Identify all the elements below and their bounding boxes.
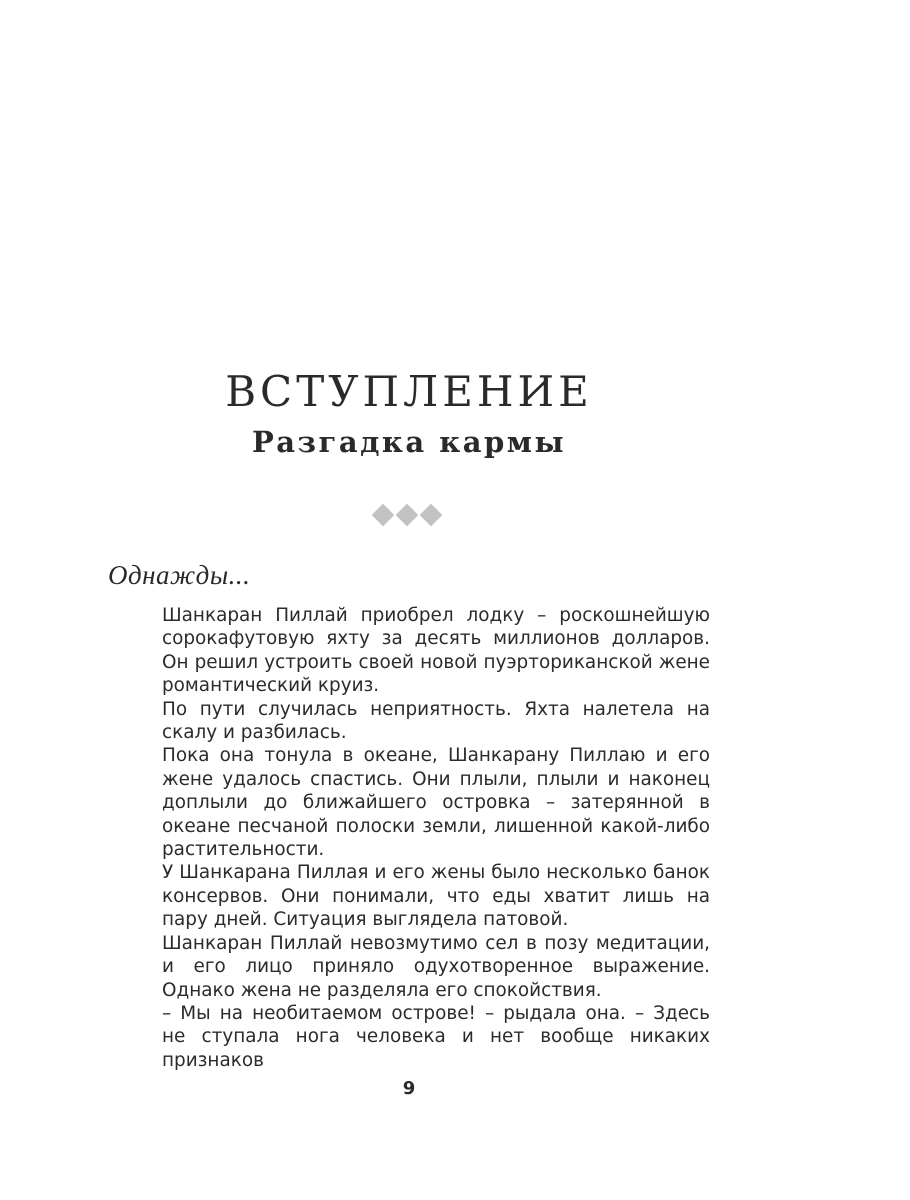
paragraph: Пока она тонула в океане, Шанкарану Пиллаю и его жене удалось спастись. Они плыли, плыли и наконец доплыли до ближайшего островка – затерянной в океане песчаной полоски земли, лишенной какой-либо растительности. xyxy=(162,745,710,861)
paragraph: – Мы на необитаемом острове! – рыдала она. – Здесь не ступала нога человека и нет вообще никаких признаков xyxy=(162,1002,710,1071)
chapter-title: ВСТУПЛЕНИЕ xyxy=(225,367,593,416)
chapter-subtitle: Разгадка кармы xyxy=(251,425,567,459)
diamond-icon xyxy=(396,504,419,527)
section-ornament xyxy=(372,503,448,527)
paragraph: У Шанкарана Пиллая и его жены было несколько банок консервов. Они понимали, что еды хватит лишь на пару дней. Ситуация выглядела патовой. xyxy=(162,862,710,931)
page-number: 9 xyxy=(402,1078,416,1099)
paragraph: По пути случилась неприятность. Яхта налетела на скалу и разбилась. xyxy=(162,698,710,744)
paragraph: Шанкаран Пиллай приобрел лодку – роскошнейшую сорокафутовую яхту за десять миллионов долларов. Он решил устроить своей новой пуэрториканской жене романтический круиз. xyxy=(162,605,710,697)
diamond-icon xyxy=(420,504,443,527)
body-text xyxy=(162,604,710,1072)
paragraph: Шанкаран Пиллай невозмутимо сел в позу медитации, и его лицо приняло одухотворенное выражение. Однако жена не разделяла его спокойствия. xyxy=(162,932,710,1001)
intro-script-heading: Однажды... xyxy=(108,560,251,590)
diamond-icon xyxy=(372,504,395,527)
